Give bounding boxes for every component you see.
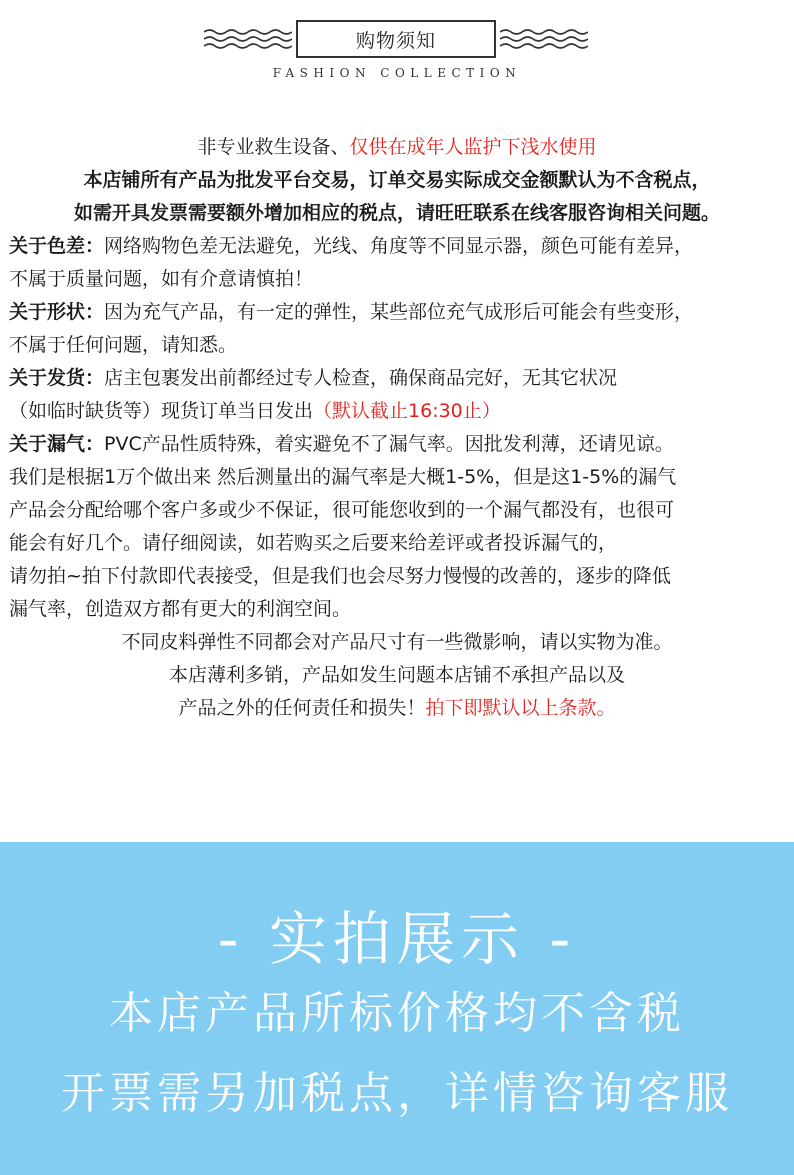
header xyxy=(0,16,794,86)
liability-terms: 拍下即默认以上条款。 xyxy=(425,697,616,719)
liability-text: 产品之外的任何责任和损失！ xyxy=(178,697,426,719)
notice-line-leak-6: 漏气率，创造双方都有更大的利润空间。 xyxy=(9,598,352,620)
notice-line-color xyxy=(0,230,794,263)
notice-line-leak xyxy=(0,428,794,461)
shopping-notice-text xyxy=(0,131,794,725)
notice-line-leak-2: 我们是根据1万个做出来 然后测量出的漏气率是大概1-5%，但是这1-5%的漏气 xyxy=(9,466,677,488)
notice-line-liability-1: 本店薄利多销，产品如发生问题本店铺不承担产品以及 xyxy=(168,664,625,686)
safety-text: 非专业救生设备、 xyxy=(197,136,350,158)
notice-line-tax-1: 本店铺所有产品为批发平台交易，订单交易实际成交金额默认为不含税点， xyxy=(83,169,711,191)
banner-invoice-note: 开票需另加税点，详情咨询客服 xyxy=(61,1068,733,1119)
safety-warning: 仅供在成年人监护下浅水使用 xyxy=(349,136,597,158)
page-subtitle: FASHION COLLECTION xyxy=(272,66,522,80)
shipping-label: 关于发货： xyxy=(9,367,105,389)
notice-line-shipping xyxy=(0,362,794,395)
shape-label: 关于形状： xyxy=(9,301,105,323)
banner-price-note: 本店产品所标价格均不含税 xyxy=(109,988,685,1039)
notice-line-shape xyxy=(0,296,794,329)
wave-decoration-right-icon xyxy=(500,28,588,50)
shipping-text: 店主包裹发出前都经过专人检查，确保商品完好，无其它状况 xyxy=(104,367,618,389)
notice-line-safety xyxy=(0,131,794,164)
notice-line-leak-3: 产品会分配给哪个客户多或少不保证，很可能您收到的一个漏气都没有，也很可 xyxy=(9,499,675,521)
notice-line-shipping-2 xyxy=(0,395,794,428)
notice-line-material: 不同皮料弹性不同都会对产品尺寸有一些微影响，请以实物为准。 xyxy=(121,631,673,653)
leak-label: 关于漏气： xyxy=(9,433,105,455)
notice-line-color-2: 不属于质量问题，如有介意请慎拍！ xyxy=(9,268,314,290)
photo-display-banner xyxy=(0,842,794,1175)
page-title: 购物须知 xyxy=(296,20,496,58)
color-text: 网络购物色差无法避免，光线、角度等不同显示器，颜色可能有差异， xyxy=(104,235,694,257)
notice-line-leak-4: 能会有好几个。请仔细阅读，如若购买之后要来给差评或者投诉漏气的， xyxy=(9,532,618,554)
shipping-cutoff: （默认截止16:30止） xyxy=(313,400,501,422)
notice-line-leak-5: 请勿拍~拍下付款即代表接受，但是我们也会尽努力慢慢的改善的，逐步的降低 xyxy=(9,565,671,587)
shape-text: 因为充气产品，有一定的弹性，某些部位充气成形后可能会有些变形， xyxy=(104,301,694,323)
shipping-detail: （如临时缺货等）现货订单当日发出 xyxy=(9,400,314,422)
wave-decoration-left-icon xyxy=(204,28,292,50)
notice-line-liability-2 xyxy=(0,692,794,725)
banner-heading: - 实拍展示 - xyxy=(217,905,577,973)
notice-line-shape-2: 不属于任何问题，请知悉。 xyxy=(9,334,238,356)
color-label: 关于色差： xyxy=(9,235,105,257)
leak-text: PVC产品性质特殊，着实避免不了漏气率。因批发利薄，还请见谅。 xyxy=(104,433,674,455)
notice-line-tax-2: 如需开具发票需要额外增加相应的税点，请旺旺联系在线客服咨询相关问题。 xyxy=(73,202,720,224)
